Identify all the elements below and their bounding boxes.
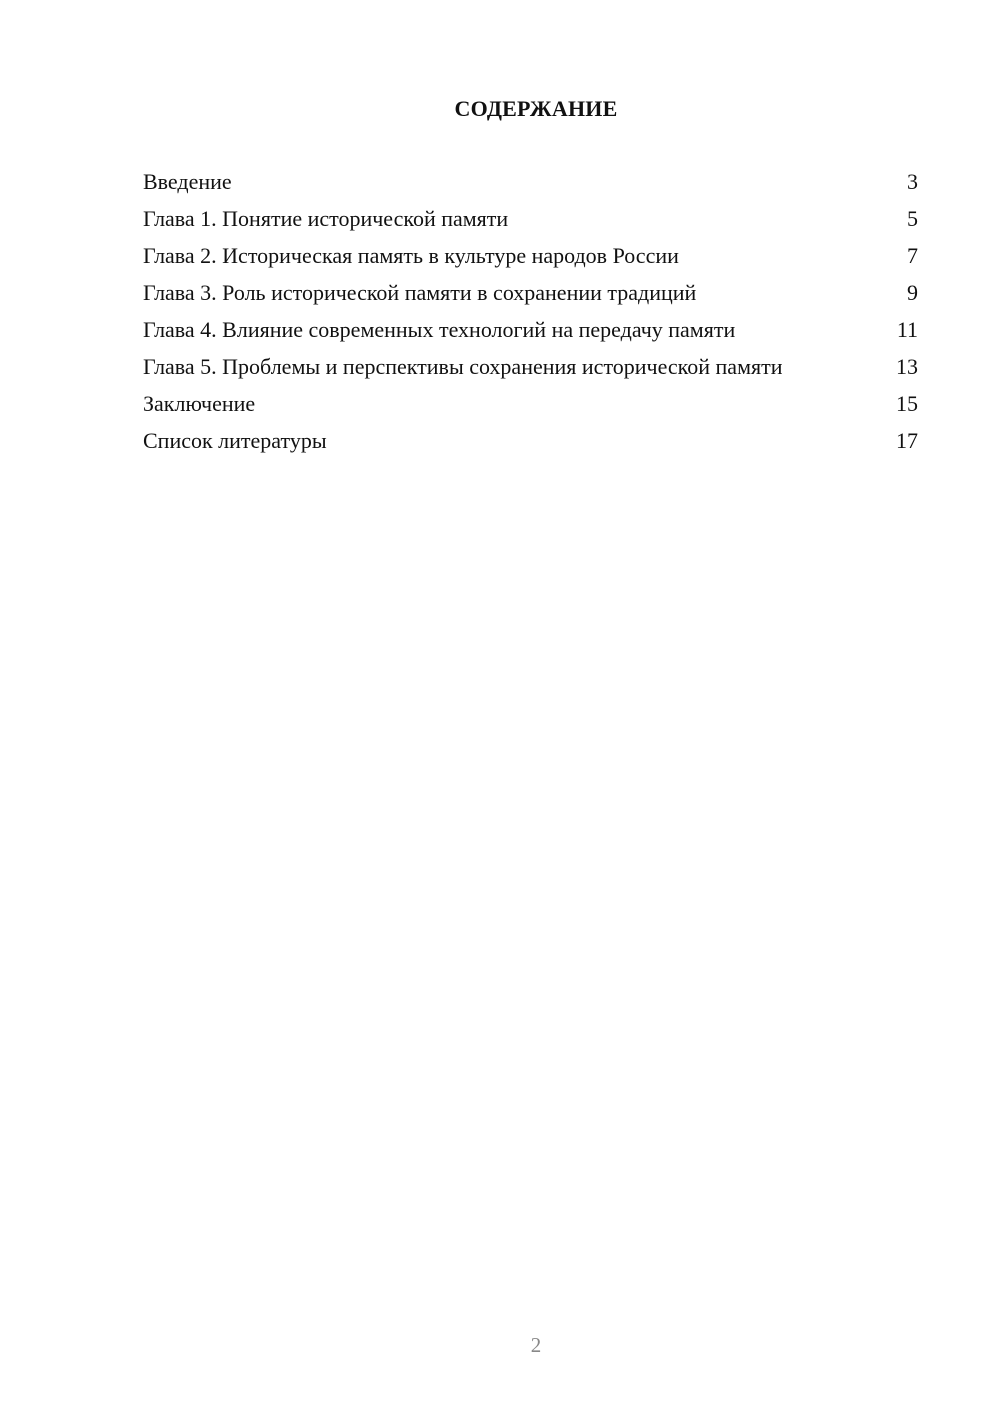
toc-entry-label: Введение bbox=[143, 169, 232, 194]
toc-entry-page: 17 bbox=[896, 428, 918, 453]
toc-entry-page: 15 bbox=[896, 391, 918, 416]
toc-entry-page: 7 bbox=[907, 243, 918, 268]
toc-entry-chapter-5 bbox=[143, 354, 918, 380]
page-title: СОДЕРЖАНИЕ bbox=[454, 96, 618, 121]
toc-entry-page: 13 bbox=[896, 354, 918, 379]
toc-entry-chapter-4 bbox=[143, 317, 918, 343]
toc-entry-chapter-2 bbox=[143, 243, 918, 269]
table-of-contents bbox=[143, 169, 918, 465]
toc-entry-label: Глава 1. Понятие исторической памяти bbox=[143, 206, 509, 231]
toc-entry-page: 3 bbox=[907, 169, 918, 194]
toc-entry-chapter-3 bbox=[143, 280, 918, 306]
toc-entry-label: Глава 3. Роль исторической памяти в сохранении традиций bbox=[143, 280, 697, 305]
toc-entry-label: Список литературы bbox=[143, 428, 327, 453]
toc-entry-label: Глава 4. Влияние современных технологий на передачу памяти bbox=[143, 317, 736, 342]
toc-entry-label: Глава 5. Проблемы и перспективы сохранения исторической памяти bbox=[143, 354, 783, 379]
toc-entry-page: 11 bbox=[896, 317, 918, 342]
toc-entry-page: 5 bbox=[907, 206, 918, 231]
toc-entry-conclusion bbox=[143, 391, 918, 417]
toc-entry-introduction bbox=[143, 169, 918, 195]
toc-entry-references bbox=[143, 428, 918, 454]
toc-entry-chapter-1 bbox=[143, 206, 918, 232]
toc-entry-label: Заключение bbox=[143, 391, 256, 416]
toc-entry-label: Глава 2. Историческая память в культуре народов России bbox=[143, 243, 679, 268]
toc-entry-page: 9 bbox=[907, 280, 918, 305]
page-number: 2 bbox=[530, 1333, 542, 1357]
